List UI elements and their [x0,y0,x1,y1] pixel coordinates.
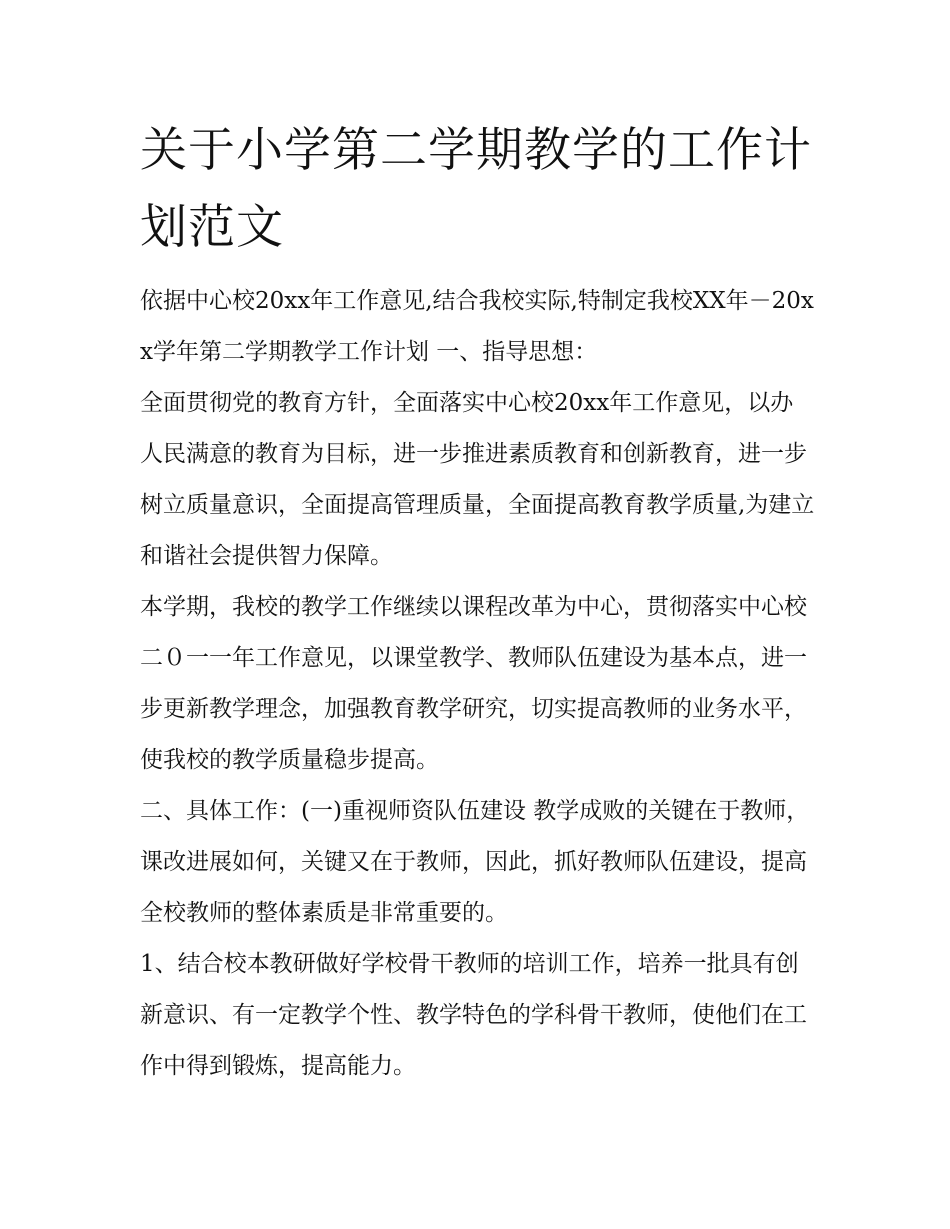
paragraph-item-1: 1、结合校本教研做好学校骨干教师的培训工作，培养一批具有创新意识、有一定教学个性、教学特色的学科骨干教师，使他们在工作中得到锻炼，提高能力。 [140,951,807,1079]
paragraph-guiding-thought: 全面贯彻党的教育方针，全面落实中心校20xx年工作意见，以办人民满意的教育为目标，进一步推进素质教育和创新教育，进一步树立质量意识，全面提高管理质量，全面提高教育教学质量,为建立和谐社会提供智力保障。 [140,390,815,569]
document-title: 关于小学第二学期教学的工作计划范文 [140,123,812,255]
document-body [140,276,815,1092]
paragraph-intro: 依据中心校20xx年工作意见,结合我校实际,特制定我校XX年－20xx学年第二学期教学工作计划 一、指导思想： [140,288,814,365]
paragraph-semester-focus: 本学期，我校的教学工作继续以课程改革为中心，贯彻落实中心校二０一一年工作意见，以课堂教学、教师队伍建设为基本点，进一步更新教学理念，加强教育教学研究，切实提高教师的业务水平，使我校的教学质量稳步提高。 [140,594,807,773]
paragraph-specific-work: 二、具体工作：(一)重视师资队伍建设 教学成败的关键在于教师，课改进展如何，关键又在于教师，因此，抓好教师队伍建设，提高全校教师的整体素质是非常重要的。 [140,798,810,926]
